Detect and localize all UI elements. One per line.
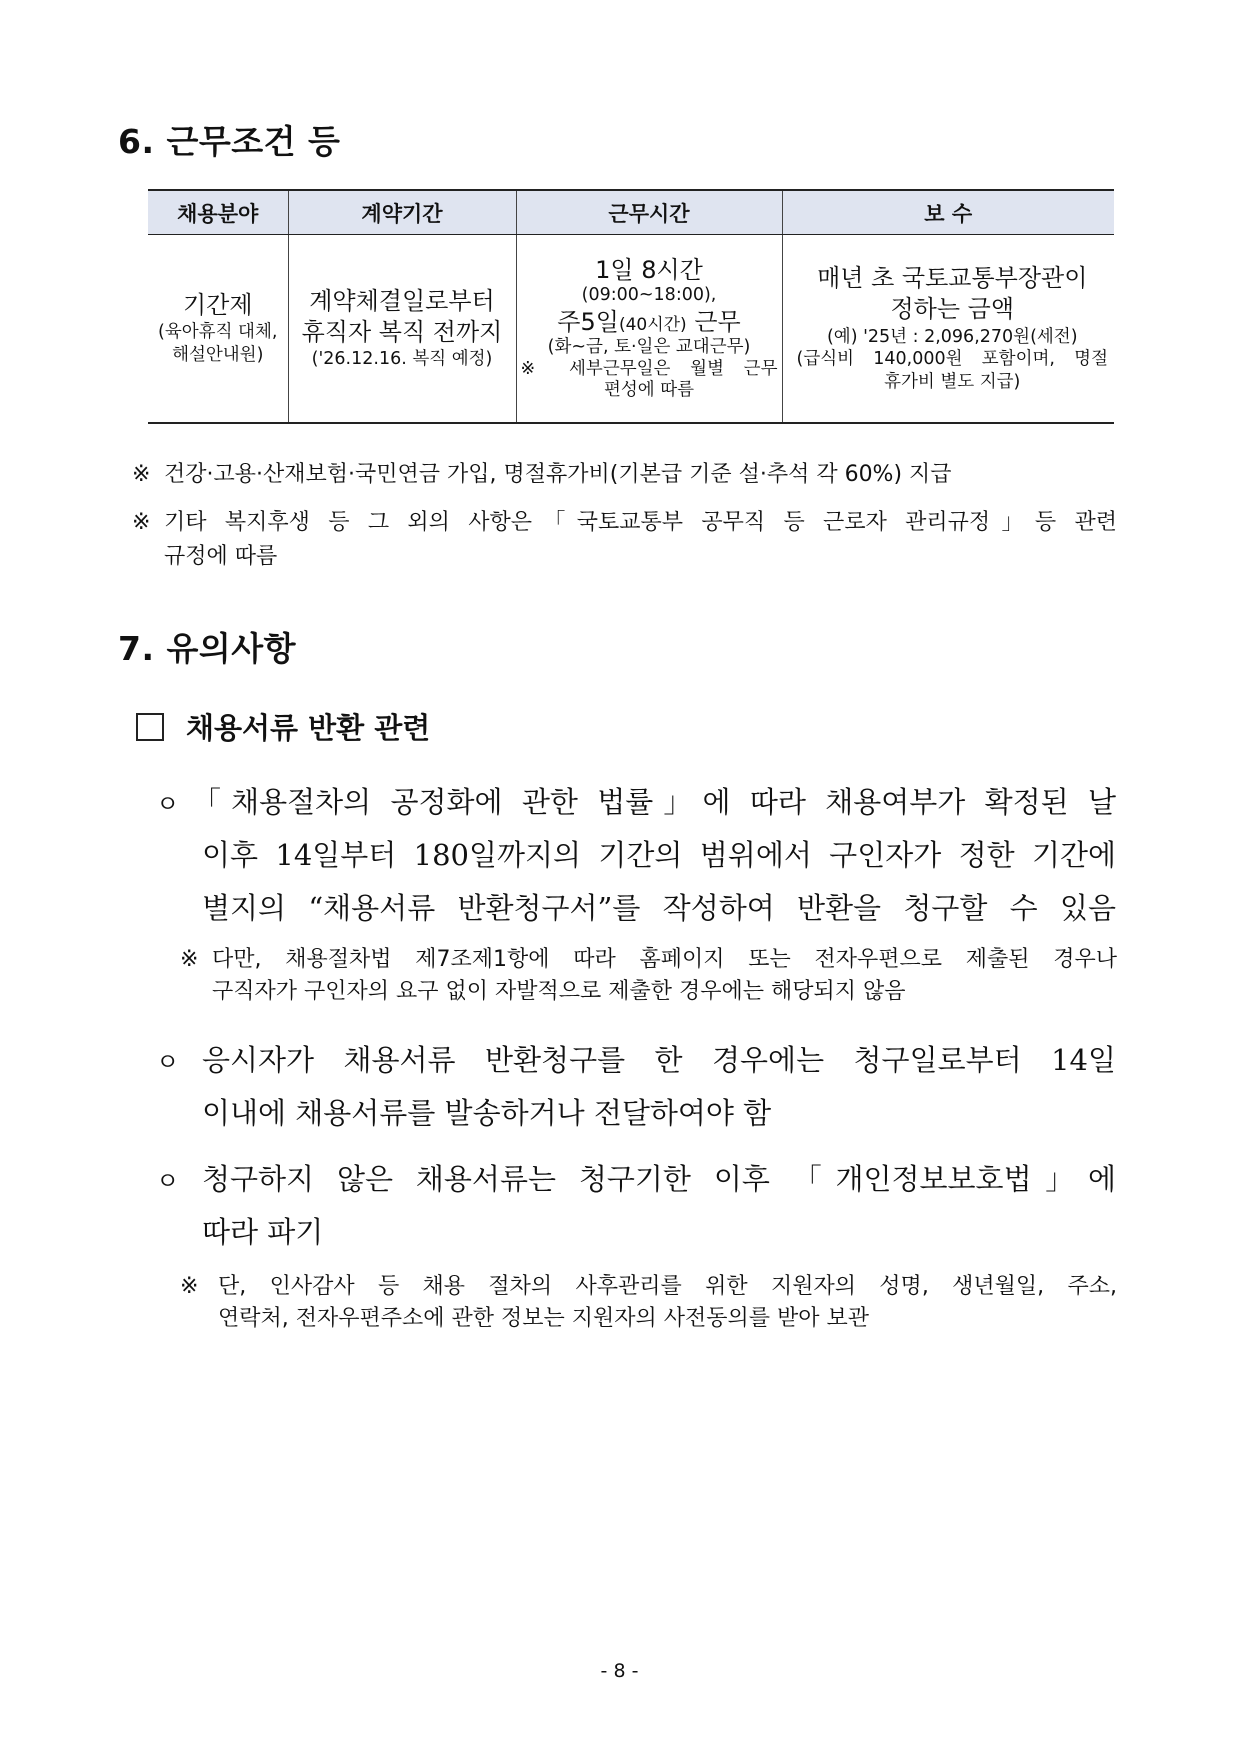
cell-field bbox=[148, 235, 288, 424]
item3-line-2: 따라 파기 bbox=[202, 1215, 324, 1249]
header-period: 계약기간 bbox=[288, 190, 516, 235]
work-conditions-table bbox=[148, 189, 1114, 424]
cell-period bbox=[288, 235, 516, 424]
circle-bullet-icon: ㅇ bbox=[156, 790, 180, 818]
period-line-2: 휴직자 복직 전까지 bbox=[301, 318, 503, 347]
retention-line-1: 단, 인사감사 등 채용 절차의 사후관리를 위한 지원자의 성명, 생년월일, 주소, bbox=[218, 1274, 1117, 1299]
table-row bbox=[148, 235, 1114, 424]
field-sub-2: 해설안내원) bbox=[172, 345, 264, 366]
section-6-title: 6. 근무조건 등 bbox=[118, 122, 341, 161]
exception-line-1: 다만, 채용절차법 제7조제1항에 따라 홈페이지 또는 전자우편으로 제출된 경우나 bbox=[212, 947, 1117, 972]
note-exception bbox=[180, 944, 1117, 1008]
item2-line-1: 응시자가 채용서류 반환청구를 한 경우에는 청구일로부터 14일 bbox=[202, 1043, 1116, 1077]
note-welfare bbox=[132, 506, 1117, 574]
circle-bullet-icon: ㅇ bbox=[156, 1048, 180, 1076]
pay-line-3: (예) '25년 : 2,096,270원(세전) bbox=[826, 326, 1078, 347]
item1-line-3: 별지의 “채용서류 반환청구서”를 작성하여 반환을 청구할 수 있음 bbox=[202, 891, 1116, 925]
hours-days: 주5일 bbox=[557, 307, 619, 336]
page-number: - 8 - bbox=[600, 1660, 639, 1682]
hours-line-2: (09:00~18:00), bbox=[581, 284, 717, 305]
note-retention bbox=[180, 1271, 1117, 1335]
field-sub-1: (육아휴직 대체, bbox=[158, 322, 278, 343]
list-item-return-request bbox=[156, 776, 1116, 935]
exception-line-2: 구직자가 구인자의 요구 없이 자발적으로 제출한 경우에는 해당되지 않음 bbox=[212, 979, 906, 1004]
pay-line-4: (급식비 140,000원 포함이며, 명절 bbox=[796, 349, 1108, 370]
reference-mark-icon: ※ bbox=[132, 462, 151, 487]
circle-bullet-icon: ㅇ bbox=[156, 1167, 180, 1195]
item2-line-2: 이내에 채용서류를 발송하거나 전달하여야 함 bbox=[202, 1096, 772, 1130]
hours-work: 근무 bbox=[686, 307, 741, 336]
reference-mark-icon: ※ bbox=[132, 510, 151, 535]
hours-weekly: (40시간) bbox=[618, 314, 687, 335]
header-hours: 근무시간 bbox=[516, 190, 782, 235]
item3-line-1: 청구하지 않은 채용서류는 청구기한 이후 「개인정보보호법」에 bbox=[202, 1162, 1116, 1196]
item1-line-2: 이후 14일부터 180일까지의 기간의 범위에서 구인자가 정한 기간에 bbox=[202, 838, 1116, 872]
note-welfare-line-2: 규정에 따름 bbox=[164, 544, 278, 569]
section-7-title: 7. 유의사항 bbox=[118, 629, 296, 668]
header-field: 채용분야 bbox=[148, 190, 288, 235]
header-pay: 보 수 bbox=[782, 190, 1114, 235]
note-welfare-line-1: 기타 복지후생 등 그 외의 사항은「국토교통부 공무직 등 근로자 관리규정」등 관련 bbox=[164, 510, 1117, 535]
table-header-row bbox=[148, 190, 1114, 235]
note-insurance bbox=[132, 458, 1117, 492]
reference-mark-icon: ※ bbox=[180, 1274, 199, 1299]
hours-line-4: (화~금, 토·일은 교대근무) bbox=[547, 336, 751, 357]
note-insurance-text: 건강·고용·산재보험·국민연금 가입, 명절휴가비(기본급 기준 설·추석 각 60%) 지급 bbox=[164, 462, 952, 487]
item1-line-1: 「채용절차의 공정화에 관한 법률」에 따라 채용여부가 확정된 날 bbox=[192, 785, 1116, 819]
hours-line-5: ※ 세부근무일은 월별 근무 bbox=[520, 358, 778, 379]
period-line-3: ('26.12.16. 복직 예정) bbox=[311, 349, 493, 370]
period-line-1: 계약체결일로부터 bbox=[309, 286, 495, 315]
cell-hours bbox=[516, 235, 782, 424]
pay-line-5: 휴가비 별도 지급) bbox=[884, 372, 1021, 393]
cell-pay bbox=[782, 235, 1114, 424]
hours-line-1: 1일 8시간 bbox=[595, 255, 703, 284]
reference-mark-icon: ※ bbox=[180, 947, 199, 972]
hours-line-6: 편성에 따름 bbox=[603, 380, 695, 401]
subheading-document-return bbox=[136, 706, 430, 747]
list-item-send-documents bbox=[156, 1034, 1116, 1140]
pay-line-1: 매년 초 국토교통부장관이 bbox=[817, 264, 1088, 293]
square-box-icon bbox=[136, 713, 164, 741]
retention-line-2: 연락처, 전자우편주소에 관한 정보는 지원자의 사전동의를 받아 보관 bbox=[218, 1306, 870, 1331]
field-main: 기간제 bbox=[182, 291, 253, 320]
list-item-destroy-documents bbox=[156, 1153, 1116, 1259]
pay-line-2: 정하는 금액 bbox=[890, 295, 1015, 324]
hours-line-3 bbox=[521, 307, 778, 337]
subheading-text: 채용서류 반환 관련 bbox=[186, 711, 431, 745]
